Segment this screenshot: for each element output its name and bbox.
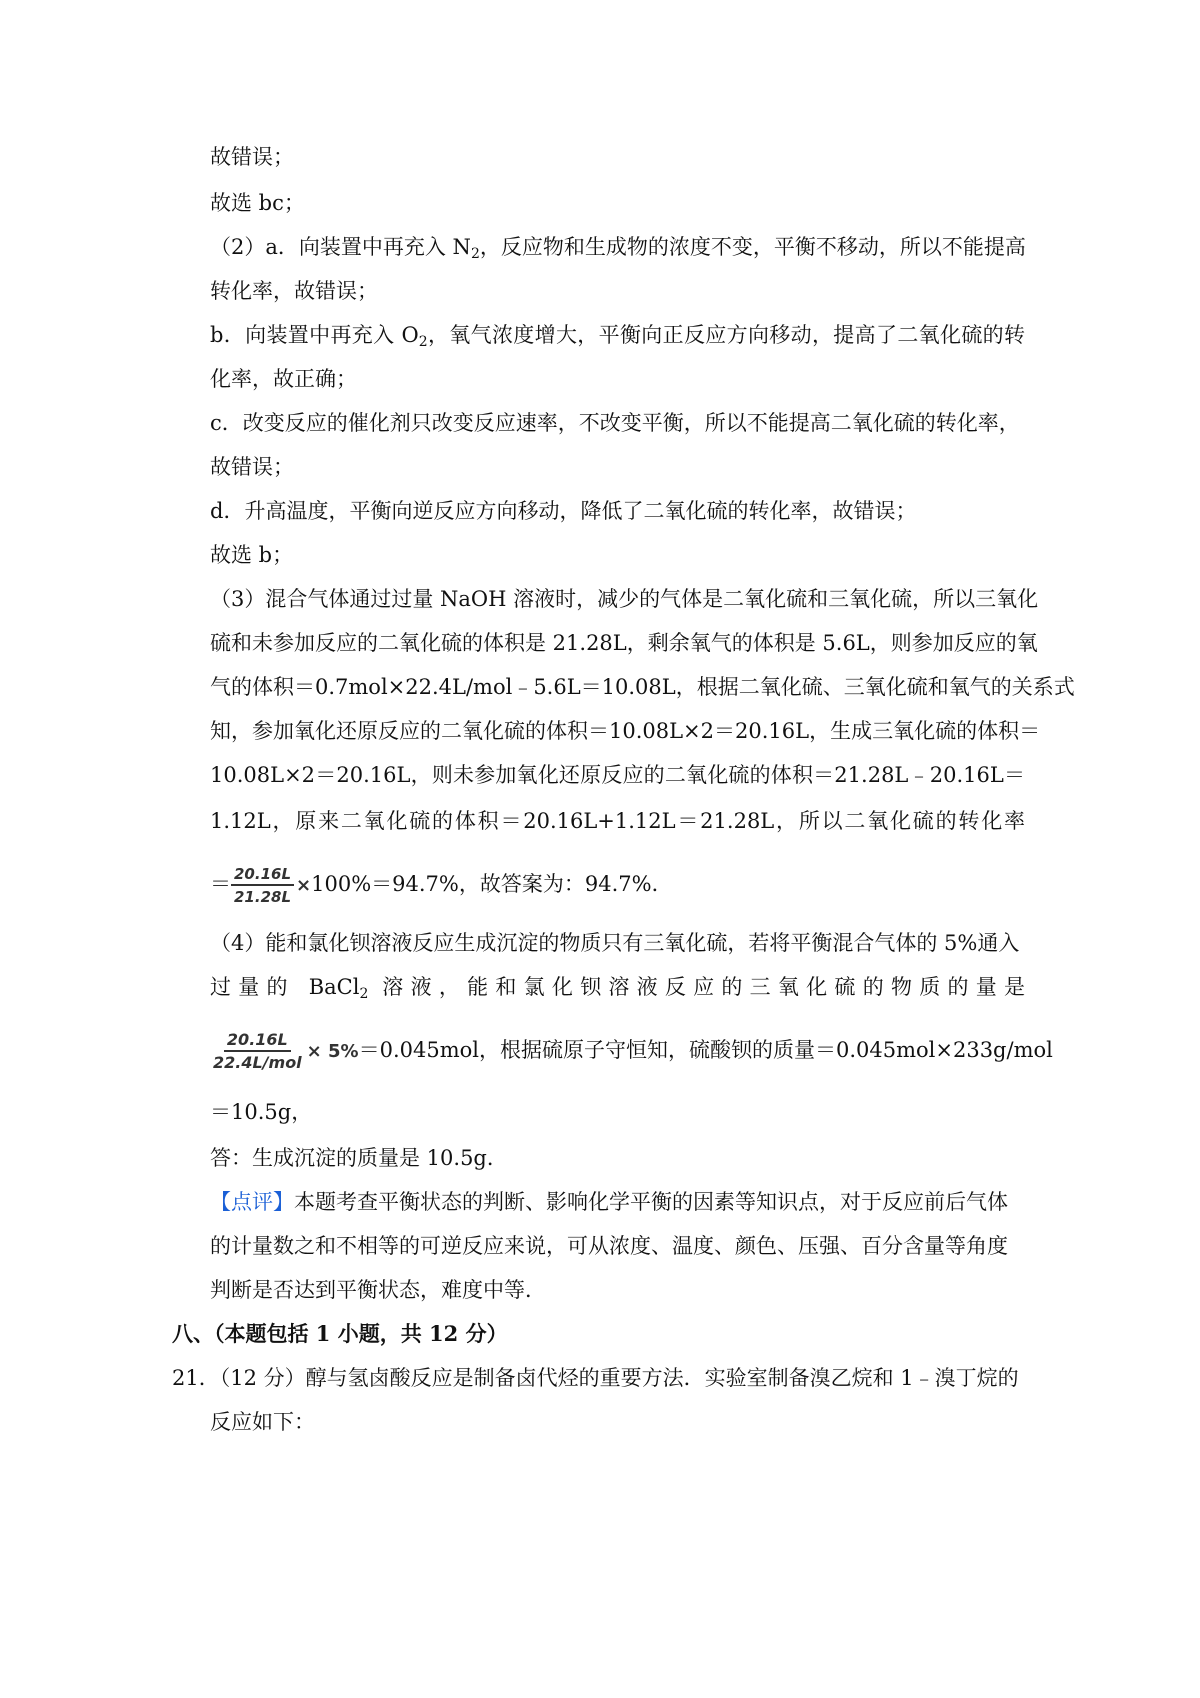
text-line: （3）混合气体通过过量 NaOH 溶液时，减少的气体是二氧化硫和三氧化硫，所以三氧化 — [210, 587, 1039, 611]
text-line: 判断是否达到平衡状态，难度中等． — [210, 1278, 546, 1302]
text-line: 化率，故正确； — [210, 367, 357, 391]
text-line: ＝10.5g， — [210, 1100, 313, 1124]
formula-line — [210, 862, 1025, 908]
text-segment: 溶液，能和氯化钡溶液反应的三氧化硫的物质的量是 — [368, 975, 1025, 999]
text-line — [210, 1187, 1025, 1217]
text-line: 转化率，故错误； — [210, 279, 378, 303]
text-line: 气的体积＝0.7mol×22.4L/mol﹣5.6L＝10.08L，根据二氧化硫、三氧化硫和氧气的关系式 — [210, 675, 1075, 699]
text-segment: b．向装置中再充入 O — [210, 323, 419, 347]
subscript: 2 — [470, 246, 480, 262]
text-line: d．升高温度，平衡向逆反应方向移动，降低了二氧化硫的转化率，故错误； — [210, 499, 917, 523]
text-line: （4）能和氯化钡溶液反应生成沉淀的物质只有三氧化硫，若将平衡混合气体的 5%通入 — [210, 931, 1020, 955]
text-line: 故选 bc； — [210, 191, 305, 215]
text-segment: ＝0.045mol，根据硫原子守恒知，硫酸钡的质量＝0.045mol×233g/mol — [358, 1038, 1053, 1062]
text-line — [210, 232, 1025, 262]
formula-line — [210, 1024, 1053, 1078]
text-line: 故错误； — [210, 455, 294, 479]
comment-tag: 【点评】 — [210, 1190, 294, 1214]
equals-sign: ＝ — [210, 872, 231, 896]
subscript: 2 — [359, 986, 369, 1002]
text-segment: 过量的 BaCl — [210, 975, 360, 999]
text-line: 的计量数之和不相等的可逆反应来说，可从浓度、温度、颜色、压强、百分含量等角度 — [210, 1234, 1008, 1258]
text-line: 故错误； — [210, 145, 294, 169]
text-segment: ，反应物和生成物的浓度不变，平衡不移动，所以不能提高 — [479, 235, 1026, 259]
text-line: 1.12L，原来二氧化硫的体积＝20.16L+1.12L＝21.28L，所以二氧化硫的转化率 — [210, 809, 1025, 833]
fraction-numerator: 20.16L — [224, 1031, 291, 1052]
multiply-sign: × — [296, 875, 312, 896]
fraction-formula — [231, 865, 294, 906]
text-segment: ，氧气浓度增大，平衡向正反应方向移动，提高了二氧化硫的转 — [427, 323, 1025, 347]
text-line: 故选 b； — [210, 543, 294, 567]
fraction-numerator: 20.16L — [231, 865, 294, 886]
fraction-denominator: 21.28L — [234, 888, 292, 906]
text-line — [210, 972, 1025, 1002]
text-line: 反应如下： — [210, 1410, 315, 1434]
text-line: 知，参加氧化还原反应的二氧化硫的体积＝10.08L×2＝20.16L，生成三氧化硫的体积＝ — [210, 719, 1041, 743]
text-segment: 本题考查平衡状态的判断、影响化学平衡的因素等知识点，对于反应前后气体 — [294, 1190, 1008, 1214]
text-line: c．改变反应的催化剂只改变反应速率，不改变平衡，所以不能提高二氧化硫的转化率， — [210, 411, 1020, 435]
text-line — [210, 320, 1025, 350]
question-line: 21．（12 分）醇与氢卤酸反应是制备卤代烃的重要方法．实验室制备溴乙烷和 1﹣溴丁烷的 — [172, 1366, 1019, 1390]
fraction-formula — [210, 1031, 305, 1072]
text-line: 硫和未参加反应的二氧化硫的体积是 21.28L，剩余氧气的体积是 5.6L，则参加反应的氧 — [210, 631, 1038, 655]
fraction-denominator: 22.4L/mol — [213, 1053, 302, 1072]
subscript: 2 — [418, 334, 428, 350]
text-segment: 100%＝94.7%，故答案为：94.7%． — [311, 872, 673, 896]
section-heading: 八、（本题包括 1 小题，共 12 分） — [172, 1321, 508, 1346]
text-line: 答：生成沉淀的质量是 10.5g． — [210, 1146, 508, 1170]
text-line: 10.08L×2＝20.16L，则未参加氧化还原反应的二氧化硫的体积＝21.28L﹣20.16L＝ — [210, 763, 1025, 787]
multiply-percent: × 5% — [306, 1041, 359, 1062]
text-segment: （2）a．向装置中再充入 N — [210, 235, 471, 259]
